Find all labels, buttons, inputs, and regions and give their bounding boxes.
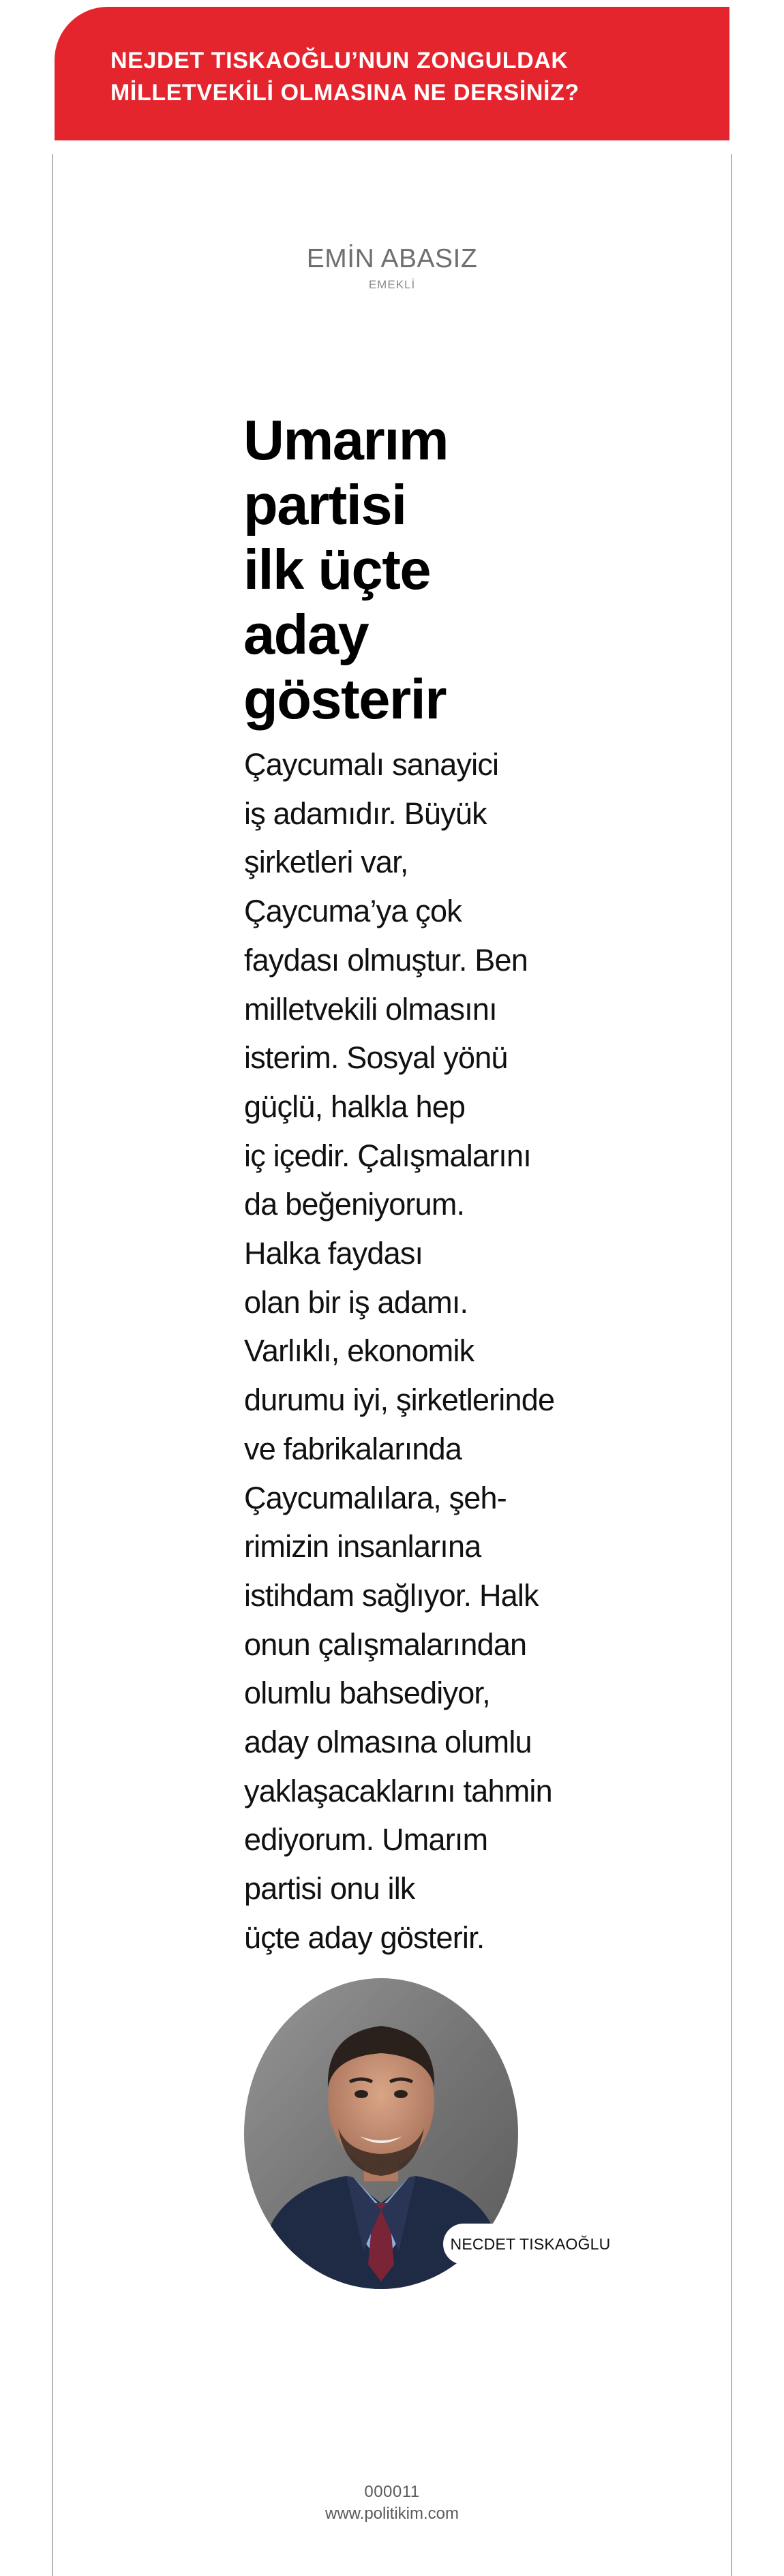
page-footer xyxy=(0,2481,784,2525)
respondent-role: EMEKLİ xyxy=(368,278,416,291)
website-url: www.politikim.com xyxy=(325,2504,459,2523)
frame-right-border xyxy=(731,154,732,2576)
respondent-name: EMİN ABASIZ xyxy=(306,244,478,273)
photo-caption: NECDET TISKAOĞLU xyxy=(443,2224,618,2264)
header-title: NEJDET TISKAOĞLU’NUN ZONGULDAK MİLLETVEKİLİ OLMASINA NE DERSİNİZ? xyxy=(110,48,579,106)
header-banner xyxy=(55,7,729,140)
article-body: Çaycumalı sanayici iş adamıdır. Büyük şirketleri var, Çaycuma’ya çok faydası olmuştur. Ben milletvekili olmasını isterim. Sosyal yönü güçlü, halkla hep iç içedir. Çalışmalarını da beğeniyorum. Halka faydası olan bir iş adamı. Varlıklı, ekonomik durumu iyi, şirketlerinde ve fabrikalarında Çaycumalılara, şeh- rimizin insanlarına istihdam sağlıyor. Halk onun çalışmalarından olumlu bahsediyor, aday olmasına olumlu yaklaşacaklarını tahmin ediyorum. Umarım partisi onu ilk üçte aday gösterir. xyxy=(244,747,555,1955)
article-headline: Umarım partisi ilk üçte aday gösterir xyxy=(243,408,449,731)
page-code: 000011 xyxy=(364,2483,420,2501)
frame-left-border xyxy=(52,154,53,2576)
respondent-block xyxy=(0,243,784,292)
